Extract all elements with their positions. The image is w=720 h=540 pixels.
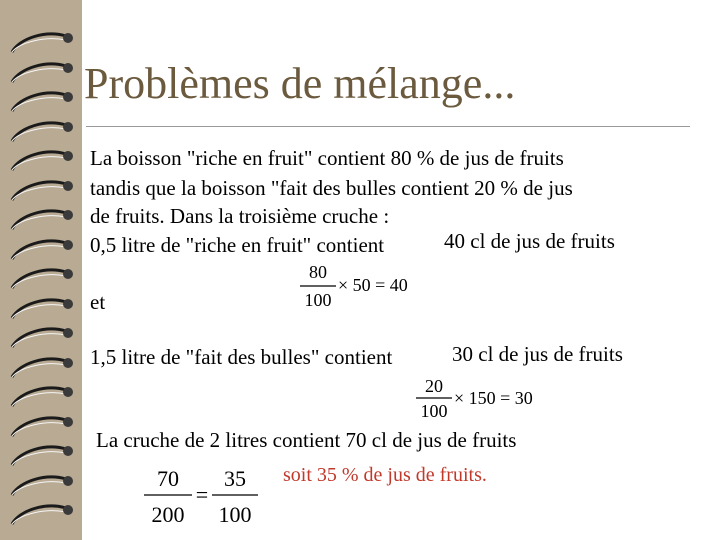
formula3-denominator-2: 100 [218,502,252,527]
result-40cl: 40 cl de jus de fruits [444,229,615,253]
formula3-numerator-1: 70 [157,466,179,491]
paragraph-line-4: 0,5 litre de "riche en fruit" contient [90,233,385,257]
formula-20-100 [414,372,554,424]
formula3-equals: = [195,482,209,507]
formula-80-100 [298,258,428,314]
formula2-denominator: 100 [420,401,448,421]
title-divider [86,126,690,127]
et-label: et [90,290,106,314]
paragraph-line-3: de fruits. Dans la troisième cruche : [90,204,390,228]
page-title: Problèmes de mélange... [84,59,516,108]
formula2-rest: × 150 = 30 [454,388,533,408]
formula1-denominator: 100 [304,290,332,310]
line-5: 1,5 litre de "fait des bulles" contient [90,345,393,369]
line-6: La cruche de 2 litres contient 70 cl de jus de fruits [96,428,517,452]
paragraph-line-1: La boisson "riche en fruit" contient 80 % de jus de fruits [90,146,564,170]
formula-70-200 [140,460,270,530]
formula3-denominator-1: 200 [151,502,185,527]
result-30cl: 30 cl de jus de fruits [452,342,623,366]
formula1-rest: × 50 = 40 [338,275,408,295]
conclusion-text: soit 35 % de jus de fruits. [283,464,487,486]
paragraph-line-2: tandis que la boisson "fait des bulles contient 20 % de jus [90,176,573,200]
formula1-numerator: 80 [309,262,327,282]
spiral-binding [0,0,82,540]
formula2-numerator: 20 [425,376,443,396]
spiral-binding-ring-icon [6,496,76,530]
formula3-numerator-2: 35 [224,466,246,491]
